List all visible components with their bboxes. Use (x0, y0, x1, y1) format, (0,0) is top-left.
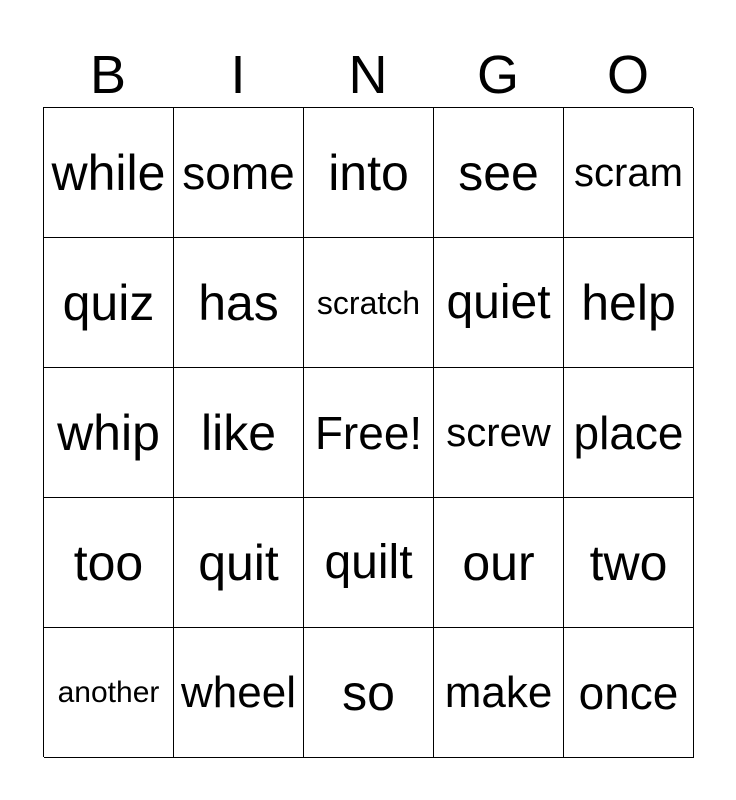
bingo-cell[interactable]: another (44, 628, 174, 758)
bingo-cell[interactable]: too (44, 498, 174, 628)
bingo-cell[interactable]: scratch (304, 238, 434, 368)
bingo-grid (43, 107, 693, 757)
bingo-cell[interactable]: our (434, 498, 564, 628)
bingo-cell[interactable]: some (174, 108, 304, 238)
bingo-cell[interactable]: quit (174, 498, 304, 628)
bingo-cell[interactable]: quiet (434, 238, 564, 368)
bingo-cell[interactable]: two (564, 498, 694, 628)
bingo-cell[interactable]: once (564, 628, 694, 758)
header-letter-n: N (348, 45, 388, 105)
bingo-cell[interactable]: make (434, 628, 564, 758)
bingo-cell[interactable]: into (304, 108, 434, 238)
bingo-cell[interactable]: see (434, 108, 564, 238)
bingo-header (43, 44, 693, 106)
bingo-cell[interactable]: has (174, 238, 304, 368)
bingo-cell[interactable]: so (304, 628, 434, 758)
header-letter-g: G (476, 45, 519, 105)
bingo-cell[interactable]: scram (564, 108, 694, 238)
bingo-cell-free[interactable]: Free! (304, 368, 434, 498)
bingo-cell[interactable]: quiz (44, 238, 174, 368)
bingo-cell[interactable]: wheel (174, 628, 304, 758)
bingo-cell[interactable]: screw (434, 368, 564, 498)
bingo-cell[interactable]: place (564, 368, 694, 498)
bingo-cell[interactable]: like (174, 368, 304, 498)
header-letter-b: B (89, 45, 127, 105)
header-letter-o: O (606, 45, 649, 105)
bingo-cell[interactable]: whip (44, 368, 174, 498)
bingo-cell[interactable]: help (564, 238, 694, 368)
bingo-cell[interactable]: while (44, 108, 174, 238)
bingo-cell[interactable]: quilt (304, 498, 434, 628)
header-letter-i: I (230, 45, 246, 105)
